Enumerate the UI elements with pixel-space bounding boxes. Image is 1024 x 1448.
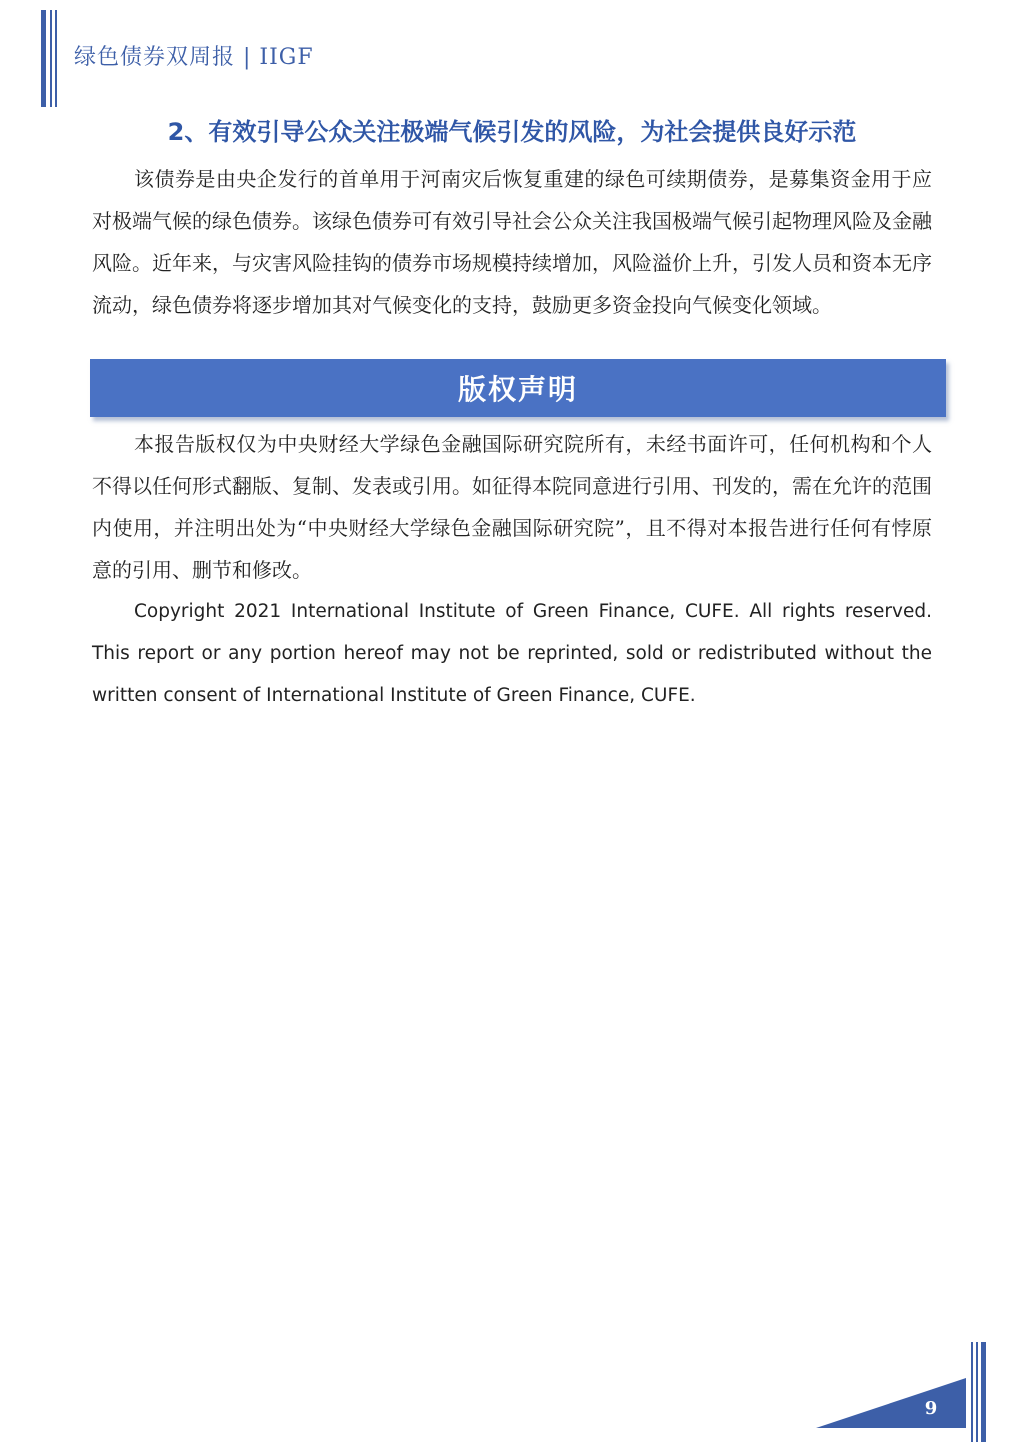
footer-bar-thick: [981, 1342, 986, 1442]
section-body: 该债券是由央企发行的首单用于河南灾后恢复重建的绿色可续期债券，是募集资金用于应对极端气候的绿色债券。该绿色债券可有效引导社会公众关注我国极端气候引起物理风险及金融风险。近年来，与灾害风险挂钩的债券市场规模持续增加，风险溢价上升，引发人员和资本无序流动，绿色债券将逐步增加其对气候变化的支持，鼓励更多资金投向气候变化领域。: [92, 167, 932, 317]
footer-bar-thin-2: [976, 1342, 978, 1442]
header-title: 绿色债券双周报 | IIGF: [74, 45, 314, 70]
copyright-body-cn: 本报告版权仅为中央财经大学绿色金融国际研究院所有，未经书面许可，任何机构和个人不得以任何形式翻版、复制、发表或引用。如征得本院同意进行引用、刊发的，需在允许的范围内使用，并注明出处为“中央财经大学绿色金融国际研究院”，且不得对本报告进行任何有悖原意的引用、删节和修改。: [92, 432, 932, 582]
footer-bar-thin-1: [971, 1342, 973, 1442]
copyright-body-en: Copyright 2021 International Institute of Green Finance, CUFE. All rights reserved. This report or any portion hereof may not be reprinted, sold or redistributed without the written consent of International Institute of Green Finance, CUFE.: [92, 601, 932, 706]
section-heading: 2、有效引导公众关注极端气候引发的风险，为社会提供良好示范: [167, 118, 857, 146]
copyright-banner-title: 版权声明: [457, 373, 578, 406]
page-number: 9: [924, 1398, 938, 1419]
header-bar-thick: [41, 10, 46, 107]
header-bar-thin-1: [50, 10, 52, 107]
header-bar-thin-2: [55, 10, 57, 107]
copyright-banner: [90, 359, 946, 417]
